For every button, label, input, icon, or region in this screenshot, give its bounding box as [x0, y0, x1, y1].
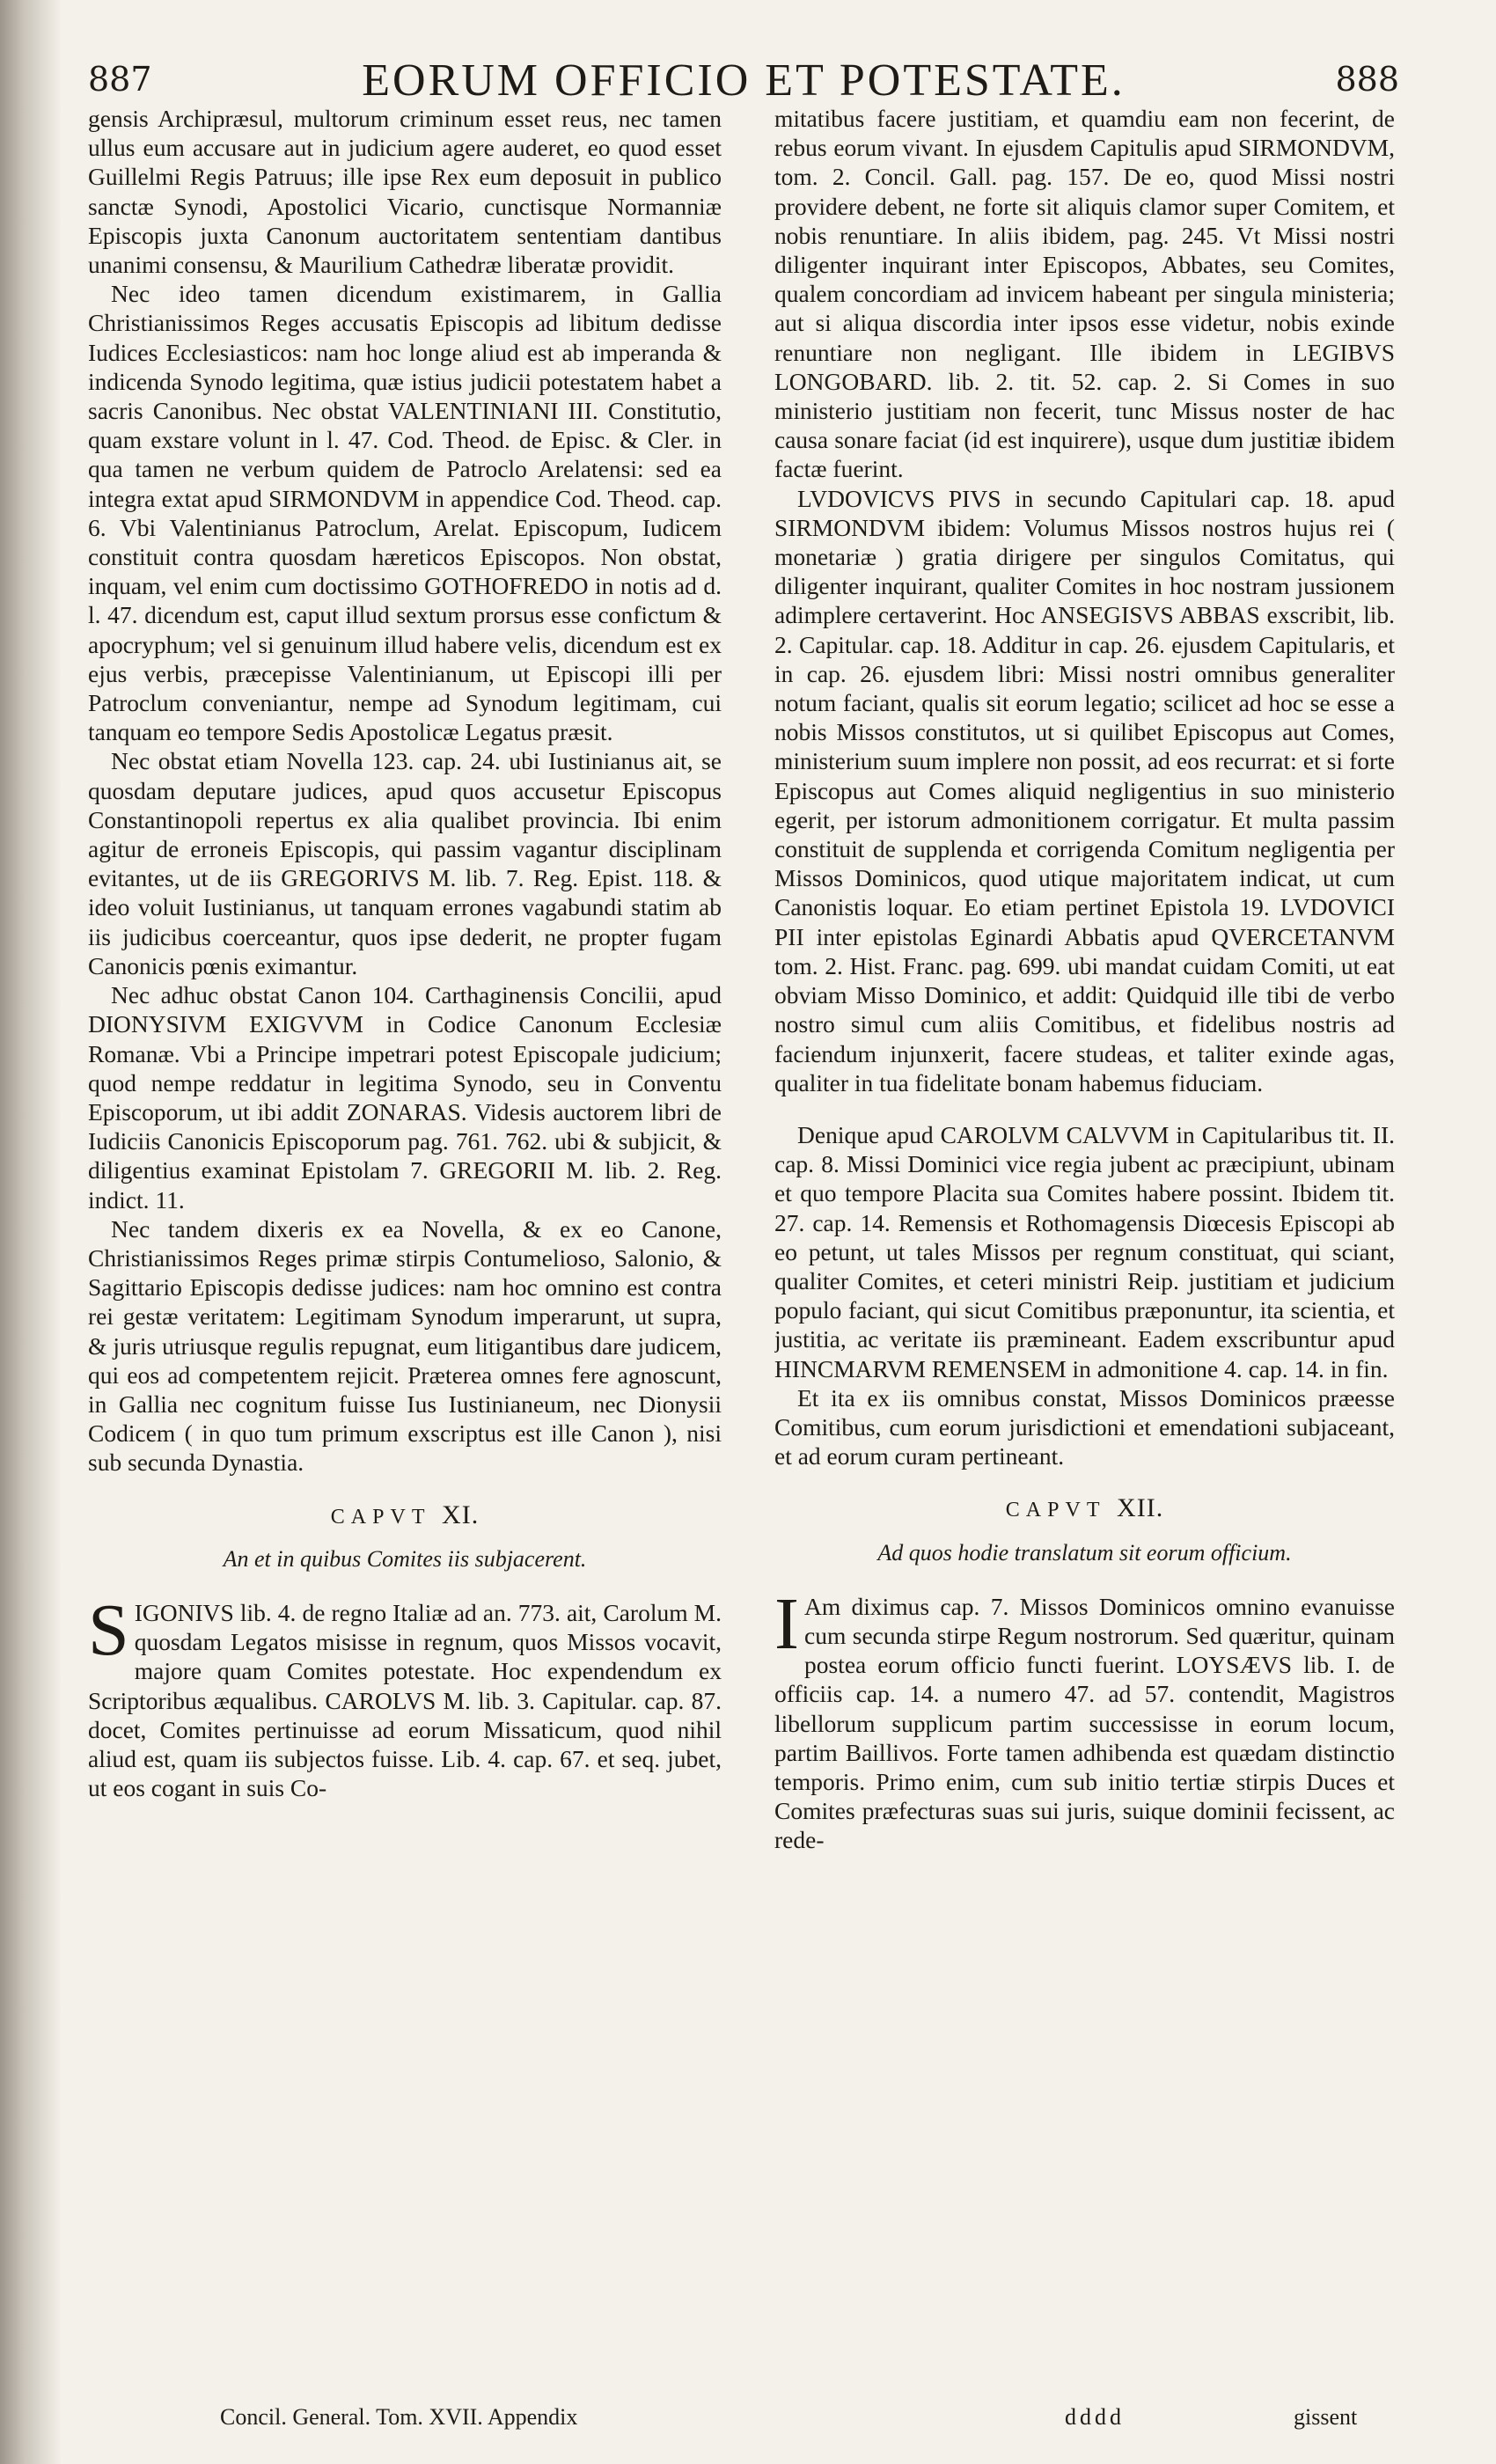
paragraph: IGONIVS lib. 4. de regno Italiæ ad an. 773. ait, Carolum M. quosdam Legatos misisse in regnum, quos Missos vocavit, majore quam Comites potestate. Hoc expendendum ex Scriptoribus æqualibus. CAROLVS M. lib. 3. Capitular. cap. 87. docet, Comites pertinuisse ad eorum Missaticum, quod nihil aliud est, quam iis subjectos fuisse. Lib. 4. cap. 67. et seq. jubet, ut eos cogant in suis Co- [88, 1598, 722, 1802]
left-page-number: 887 [88, 60, 152, 99]
binding-shadow [0, 0, 62, 2464]
paragraph: Nec ideo tamen dicendum existimarem, in Gallia Christianissimos Reges accusatis Episcopis ad libitum dedisse Iudices Ecclesiasticos: nam hoc longe aliud est ab imperanda & indicenda Synodo legitima, quæ istius judicii potestatem habet a sacris Canonibus. Nec obstat VALENTINIANI III. Constitutio, quam exstare volunt in l. 47. Cod. Theod. de Episc. & Cler. in qua tamen ne verbum quidem de Patroclo Arelatensi: sed ea integra extat apud SIRMONDVM in appendice Cod. Theod. cap. 6. Vbi Valentinianus Patroclum, Arelat. Episcopum, Iudicem constituit contra quosdam hæreticos Episcopos. Non obstat, inquam, vel enim cum doctissimo GOTHOFREDO in notis ad d. l. 47. dicendum est, caput illud sextum prorsus esse confictum & apocryphum; vel si genuinum illud habere velis, dicendum est ex ejus verbis, præcepisse Valentinianum, ut Episcopi illi per Patroclum conveniantur, nempe ad Synodum legitimam, cui tanquam eo tempore Sedis Apostolicæ Legatus præsit. [88, 280, 722, 746]
chapter-number: XI. [442, 1500, 480, 1529]
paragraph: Nec tandem dixeris ex ea Novella, & ex eo Canone, Christianissimos Reges primæ stirpis Contumelioso, Salonio, & Sagittario Episcopis dedisse judices: nam hoc omnino est contra rei gestæ veritatem: Legitimam Synodum imperarunt, ut supra, & juris utriusque regulis repugnat, eum litigantibus dare judicem, qui eos ad competentem rejicit. Præterea omnes fere agnoscunt, in Gallia nec cognitum fuisse Ius Iustinianeum, nec Dionysii Codicem ( in quo tum primum exscriptus est ille Canon ), nisi sub secunda Dynastia. [88, 1214, 722, 1477]
paragraph: Am diximus cap. 7. Missos Dominicos omnino evanuisse cum secunda stirpe Regum nostrorum. Sed quæritur, quinam postea eorum officio functi fuerint. LOYSÆVS lib. I. de officiis cap. 14. a numero 47. ad 57. contendit, Magistros libellorum supplicum partim successisse in eorum locum, partim Baillivos. Forte tamen adhibenda est quædam distinctio temporis. Primo enim, cum sub initio tertiæ stirpis Duces et Comites præfecturas suas sui juris, suique dominii fecissent, ac rede- [774, 1592, 1395, 1854]
chapter-heading [88, 1500, 722, 1532]
paragraph: Et ita ex iis omnibus constat, Missos Dominicos præesse Comitibus, cum eorum jurisdictioni et emendationi subjaceant, et ad eorum curam pertineant. [774, 1383, 1395, 1470]
paragraph: mitatibus facere justitiam, et quamdiu eam non fecerint, de rebus eorum vivant. In ejusdem Capitulis apud SIRMONDVM, tom. 2. Concil. Gall. pag. 157. De eo, quod Missi nostri providere debent, ne forte sit aliquis clamor super Comitem, et nobis renuntiare. In aliis ibidem, pag. 245. Vt Missi nostri diligenter inquirant inter Episcopos, Abbates, seu Comites, qualem concordiam ad invicem habeant per singula ministeria; aut si aliqua discordia inter ipsos esse videtur, nobis exinde renuntiare non negligant. Ille ibidem in LEGIBVS LONGOBARD. lib. 2. tit. 52. cap. 2. Si Comes in suo ministerio justitiam non fecerit, tunc Missus noster de hac causa sonare faciat (id est inquirere), usque dum justitiæ ibidem factæ fuerint. [774, 105, 1395, 483]
right-column [774, 104, 1395, 2401]
paragraph: gensis Archipræsul, multorum criminum esset reus, nec tamen ullus eum accusare aut in judicium agere auderet, eo quod esset Guillelmi Regis Patruus; ille ipse Rex eum deposuit in publico sanctæ Synodi, Apostolici Vicario, cunctisque Normanniæ Episcopis juxta Canonum auctoritatem sententiam dantibus unanimi consensu, & Maurilium Cathedræ liberatæ providit. [88, 105, 722, 279]
running-head [88, 55, 1399, 107]
chapter-subtitle: An et in quibus Comites iis subjacerent. [223, 1545, 587, 1572]
catchword: gissent [1294, 2404, 1358, 2430]
paragraph: LVDOVICVS PIVS in secundo Capitulari cap. 18. apud SIRMONDVM ibidem: Volumus Missos nostros hujus rei ( monetariæ ) gratia dirigere per singulos Comitatus, qui diligenter inquirant, qualiter Comites in hoc nostram jussionem adimplere certaverint. Hoc ANSEGISVS ABBAS exscribit, lib. 2. Capitular. cap. 18. Additur in cap. 26. ejusdem Capitularis, et in cap. 26. ejusdem libri: Missi nostri omnibus generaliter notum faciant, qualis sit eorum legatio; scilicet ad hoc se esse a nobis Missos constitutos, ut si quilibet Episcopus aut Comes, ministerium suum implere non possit, ad eos recurrat: et si forte Episcopus aut Comes aliquid negligentius in suo ministerio egerit, per istorum admonitionem corrigatur. Et multa passim constituit de supplenda et corrigenda Comitum negligentia per Missos Dominicos, quod utique majoritatem indicat, ut cum Canonistis loquar. Eo etiam pertinet Epistola 19. LVDOVICI PII inter epistolas Eginardi Abbatis apud QVERCETANVM tom. 2. Hist. Franc. pag. 699. ubi mandat cuidam Comiti, ut eat obviam Misso Dominico, et addit: Quidquid ille tibi de verbo nostro simul cum aliis Comitibus, et fidelibus nostris ad faciendum injunxerit, facere studeas, et taliter exinde agas, qualiter in tua fidelitate bonam habemus fiduciam. [774, 484, 1395, 1096]
left-column [88, 104, 722, 2401]
drop-capital: S [88, 1588, 129, 1671]
paragraph: Nec obstat etiam Novella 123. cap. 24. ubi Iustinianus ait, se quosdam deputare judices, apud quos accusetur Episcopus Constantinopoli repertus ex alia qualibet provincia. Ibi enim agitur de erroneis Episcopis, qui passim vagantur disciplinam evitantes, ut de iis GREGORIVS M. lib. 7. Reg. Epist. 118. & ideo voluit Iustinianus, ut tanquam errones vagabundi statim ab iis judicibus coerceantur, quos ipse dederit, ne propter fugam Canonicis pœnis eximantur. [88, 747, 722, 979]
chapter-subtitle: Ad quos hodie translatum sit eorum officium. [877, 1539, 1292, 1566]
paragraph: Denique apud CAROLVM CALVVM in Capitularibus tit. II. cap. 8. Missi Dominici vice regia jubent ac præcipiunt, ubinam et quo tempore Placita sua Comites habere possint. Ibidem tit. 27. cap. 14. Remensis et Rothomagensis Diœcesis Episcopi ab eo petunt, ut tales Missos per regnum constituat, qui sciant, qualiter Comites, et ceteri ministri Reip. justitiam et judicium populo faciant, qui sicut Comitibus præponuntur, ita scientia, et justitia, ac veritate iis præmineant. Eadem exscribuntur apud HINCMARVM REMENSEM in admonitione 4. cap. 14. in fin. [774, 1120, 1395, 1382]
right-page-number: 888 [1335, 60, 1399, 99]
paragraph: Nec adhuc obstat Canon 104. Carthaginensis Concilii, apud DIONYSIVM EXIGVVM in Codice Canonum Ecclesiæ Romanæ. Vbi a Principe impetrari potest Episcopale judicium; quod nempe reddatur in legitima Synodo, seu in Conventu Episcoporum, ut ibi addit ZONARAS. Videsis auctorem libri de Iudiciis Canonicis Episcoporum pag. 761. 762. ubi & subjicit, & diligentius examinat Epistolam 7. GREGORII M. lib. 2. Reg. indict. 11. [88, 981, 722, 1214]
chapter-heading [774, 1493, 1395, 1525]
chapter-label: CAPVT [330, 1505, 431, 1529]
drop-capital: I [774, 1582, 799, 1665]
running-title: EORUM OFFICIO ET POTESTATE. [362, 55, 1126, 106]
chapter-label: CAPVT [1005, 1499, 1106, 1522]
signature-mark: dddd [1065, 2404, 1125, 2430]
collection-footer: Concil. General. Tom. XVII. Appendix [220, 2404, 578, 2430]
chapter-number: XII. [1117, 1493, 1164, 1523]
